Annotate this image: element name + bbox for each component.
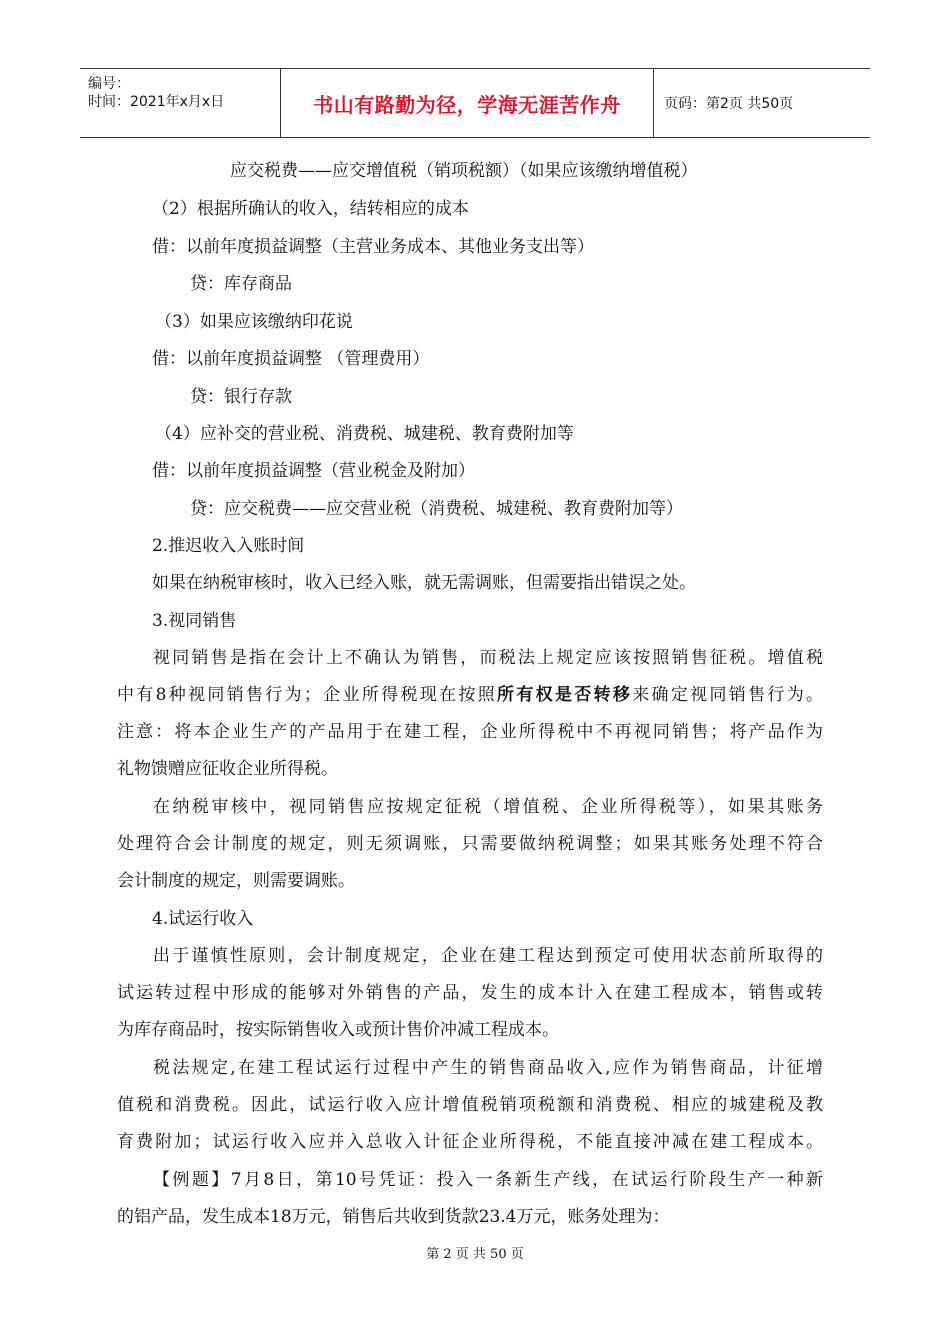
page-footer: 第 2 页 共 50 页 bbox=[426, 1247, 524, 1262]
section-heading: 2.推迟收入入账时间 bbox=[152, 536, 305, 556]
body-line: 借：以前年度损益调整 （管理费用） bbox=[152, 349, 430, 369]
body-line: 借：以前年度损益调整（主营业务成本、其他业务支出等） bbox=[152, 237, 594, 257]
section-heading: 4.试运行收入 bbox=[152, 909, 254, 929]
emphasis-text: 所有权是否转移 bbox=[497, 685, 633, 705]
body-line: （3）如果应该缴纳印花说 bbox=[155, 312, 353, 332]
body-line: 如果在纳税审核时，收入已经入账，就无需调账，但需要指出错误之处。 bbox=[152, 573, 696, 593]
body-line: 贷：银行存款 bbox=[190, 387, 292, 407]
body-line: 贷：库存商品 bbox=[190, 274, 292, 294]
document-date-label: 时间：2021年x月x日 bbox=[88, 94, 225, 110]
document-number-label: 编号： bbox=[88, 76, 130, 92]
paragraph-line: 为库存商品时，按实际销售收入或预计售价冲减工程成本。 bbox=[117, 1020, 559, 1040]
header-motto: 书山有路勤为径，学海无涯苦作舟 bbox=[313, 92, 621, 117]
header-meta-cell bbox=[80, 69, 281, 137]
paragraph-line: 注意：将本企业生产的产品用于在建工程，企业所得税中不再视同销售；将产品作为 bbox=[117, 722, 823, 742]
paragraph-line: 值税和消费税。因此，试运行收入应计增值税销项税额和消费税、相应的城建税及教 bbox=[117, 1095, 823, 1115]
body-line: （4）应补交的营业税、消费税、城建税、教育费附加等 bbox=[155, 424, 574, 444]
page-header bbox=[80, 68, 870, 138]
section-heading: 3.视同销售 bbox=[152, 611, 237, 631]
paragraph-line: 的铝产品，发生成本18万元，销售后共收到货款23.4万元，账务处理为： bbox=[117, 1207, 670, 1227]
paragraph-line: 【例题】7月8日，第10号凭证：投入一条新生产线，在试运行阶段生产一种新 bbox=[153, 1170, 823, 1190]
body-line: 贷：应交税费——应交营业税（消费税、城建税、教育费附加等） bbox=[190, 499, 683, 519]
body-line: 借：以前年度损益调整（营业税金及附加） bbox=[152, 461, 475, 481]
paragraph-line: 育费附加；试运行收入应并入总收入计征企业所得税，不能直接冲减在建工程成本。 bbox=[117, 1132, 823, 1152]
paragraph-line: 在纳税审核中，视同销售应按规定征税（增值税、企业所得税等），如果其账务 bbox=[153, 797, 823, 817]
paragraph-line: 礼物馈赠应征收企业所得税。 bbox=[117, 759, 338, 779]
paragraph-line: 视同销售是指在会计上不确认为销售，而税法上规定应该按照销售征税。增值税 bbox=[153, 648, 823, 668]
paragraph-line: 处理符合会计制度的规定，则无须调账，只需要做纳税调整；如果其账务处理不符合 bbox=[117, 834, 823, 854]
paragraph-text: 中有8种视同销售行为；企业所得税现在按照 bbox=[117, 685, 498, 705]
paragraph-line: 税法规定,在建工程试运行过程中产生的销售商品收入,应作为销售商品，计征增 bbox=[153, 1058, 823, 1078]
header-page-cell bbox=[654, 69, 870, 137]
header-motto-cell bbox=[281, 69, 654, 137]
paragraph-line: 会计制度的规定，则需要调账。 bbox=[117, 871, 355, 891]
body-line: 应交税费——应交增值税（销项税额）（如果应该缴纳增值税） bbox=[230, 161, 698, 181]
header-page-info: 页码：第2页 共50页 bbox=[664, 96, 794, 112]
paragraph-line: 出于谨慎性原则，会计制度规定，企业在建工程达到预定可使用状态前所取得的 bbox=[153, 946, 823, 966]
paragraph-text: 来确定视同销售行为。 bbox=[632, 685, 824, 705]
body-line: （2）根据所确认的收入，结转相应的成本 bbox=[152, 199, 469, 219]
paragraph-line bbox=[117, 683, 823, 707]
paragraph-line: 试运转过程中形成的能够对外销售的产品，发生的成本计入在建工程成本，销售或转 bbox=[117, 983, 823, 1003]
